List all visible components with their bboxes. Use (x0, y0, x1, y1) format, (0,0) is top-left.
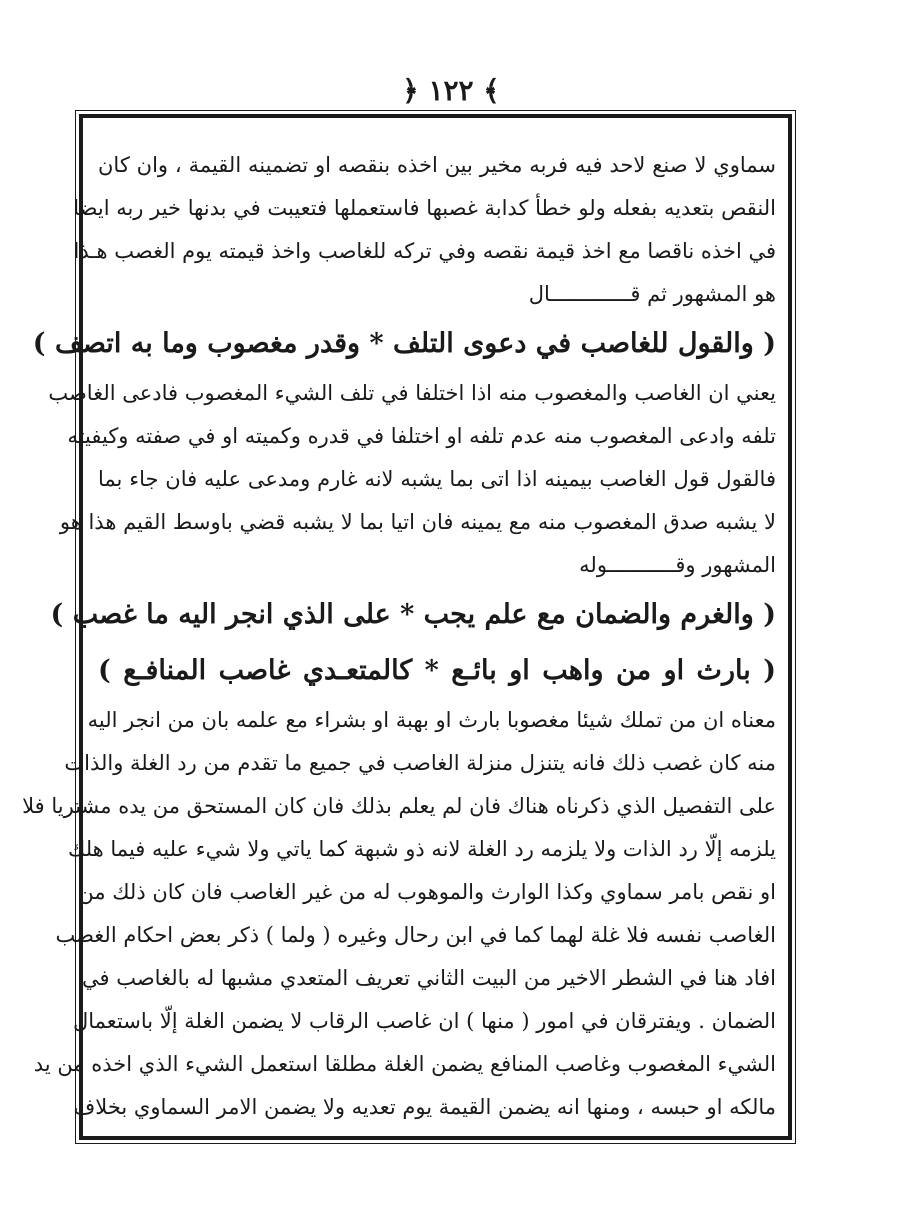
text-line: النقص بتعديه بفعله ولو خطأ كدابة غصبها فاستعملها فتعيبت في بدنها خير ربه ايضا (73, 196, 776, 220)
text-line: المشهور وقـــــــــــوله (579, 553, 776, 577)
text-line: الضمان . ويفترقان في امور ( منها ) ان غاصب الرقاب لا يضمن الغلة إلّا باستعمال (72, 1009, 776, 1033)
text-line: لا يشبه صدق المغصوب منه مع يمينه فان اتيا بما لا يشبه قضي باوسط القيم هذا هو (59, 510, 776, 534)
text-line: او نقص بامر سماوي وكذا الوارث والموهوب له من غير الغاصب فان كان ذلك من (78, 880, 776, 904)
text-line: يلزمه إلّا رد الذات ولا يلزمه رد الغلة لانه ذو شبهة كما ياتي ولا شيء عليه فيما هلك (68, 837, 776, 861)
text-line: هو المشهور ثم قـــــــــــــال (528, 282, 776, 306)
text-line: فالقول قول الغاصب بيمينه اذا اتى بما يشبه لانه غارم ومدعى عليه فان جاء بما (98, 467, 776, 491)
verse-line: ( والغرم والضمان مع علم يجب * على الذي انجر اليه ما غصب ) (50, 599, 776, 630)
text-line: الغاصب نفسه فلا غلة لهما كما في ابن رحال وغيره ( ولما ) ذكر بعض احكام الغصب (55, 923, 776, 947)
text-body (22, 138, 776, 1129)
text-line: مالكه او حبسه ، ومنها انه يضمن القيمة يوم تعديه ولا يضمن الامر السماوي بخلاف (73, 1095, 776, 1119)
text-line: الشيء المغصوب وغاصب المنافع يضمن الغلة مطلقا استعمل الشيء الذي اخذه من يد (33, 1052, 776, 1076)
verse-line: ( والقول للغاصب في دعوى التلف * وقدر مغصوب وما به اتصف ) (32, 328, 776, 359)
text-line: منه كان غصب ذلك فانه يتنزل منزلة الغاصب في جميع ما تقدم من رد الغلة والذات (64, 751, 776, 775)
text-line: سماوي لا صنع لاحد فيه فربه مخير بين اخذه بنقصه او تضمينه القيمة ، وان كان (98, 153, 776, 177)
text-line: يعني ان الغاصب والمغصوب منه اذا اختلفا في تلف الشيء المغصوب فادعى الغاصب (48, 381, 776, 405)
page-number: ﴿ ١٢٢ ﴾ (402, 74, 500, 107)
text-line: في اخذه ناقصا مع اخذ قيمة نقصه وفي تركه للغاصب واخذ قيمته يوم الغصب هـذا (73, 239, 776, 263)
text-line: افاد هنا في الشطر الاخير من البيت الثاني تعريف المتعدي مشبها له بالغاصب في (82, 966, 776, 990)
text-line: تلفه وادعى المغصوب منه عدم تلفه او اختلفا في قدره وكميته او في صفته وكيفيته (67, 424, 776, 448)
text-line: معناه ان من تملك شيئا مغصوبا بارث او بهبة او بشراء مع علمه بان من انجر اليه (87, 708, 776, 732)
verse-line: ( بارث او من واهب او بائـع * كالمتعـدي غاصب المنافـع ) (98, 655, 776, 686)
text-line: على التفصيل الذي ذكرناه هناك فان لم يعلم بذلك فان كان المستحق من يده مشتريا فلا (22, 794, 776, 818)
